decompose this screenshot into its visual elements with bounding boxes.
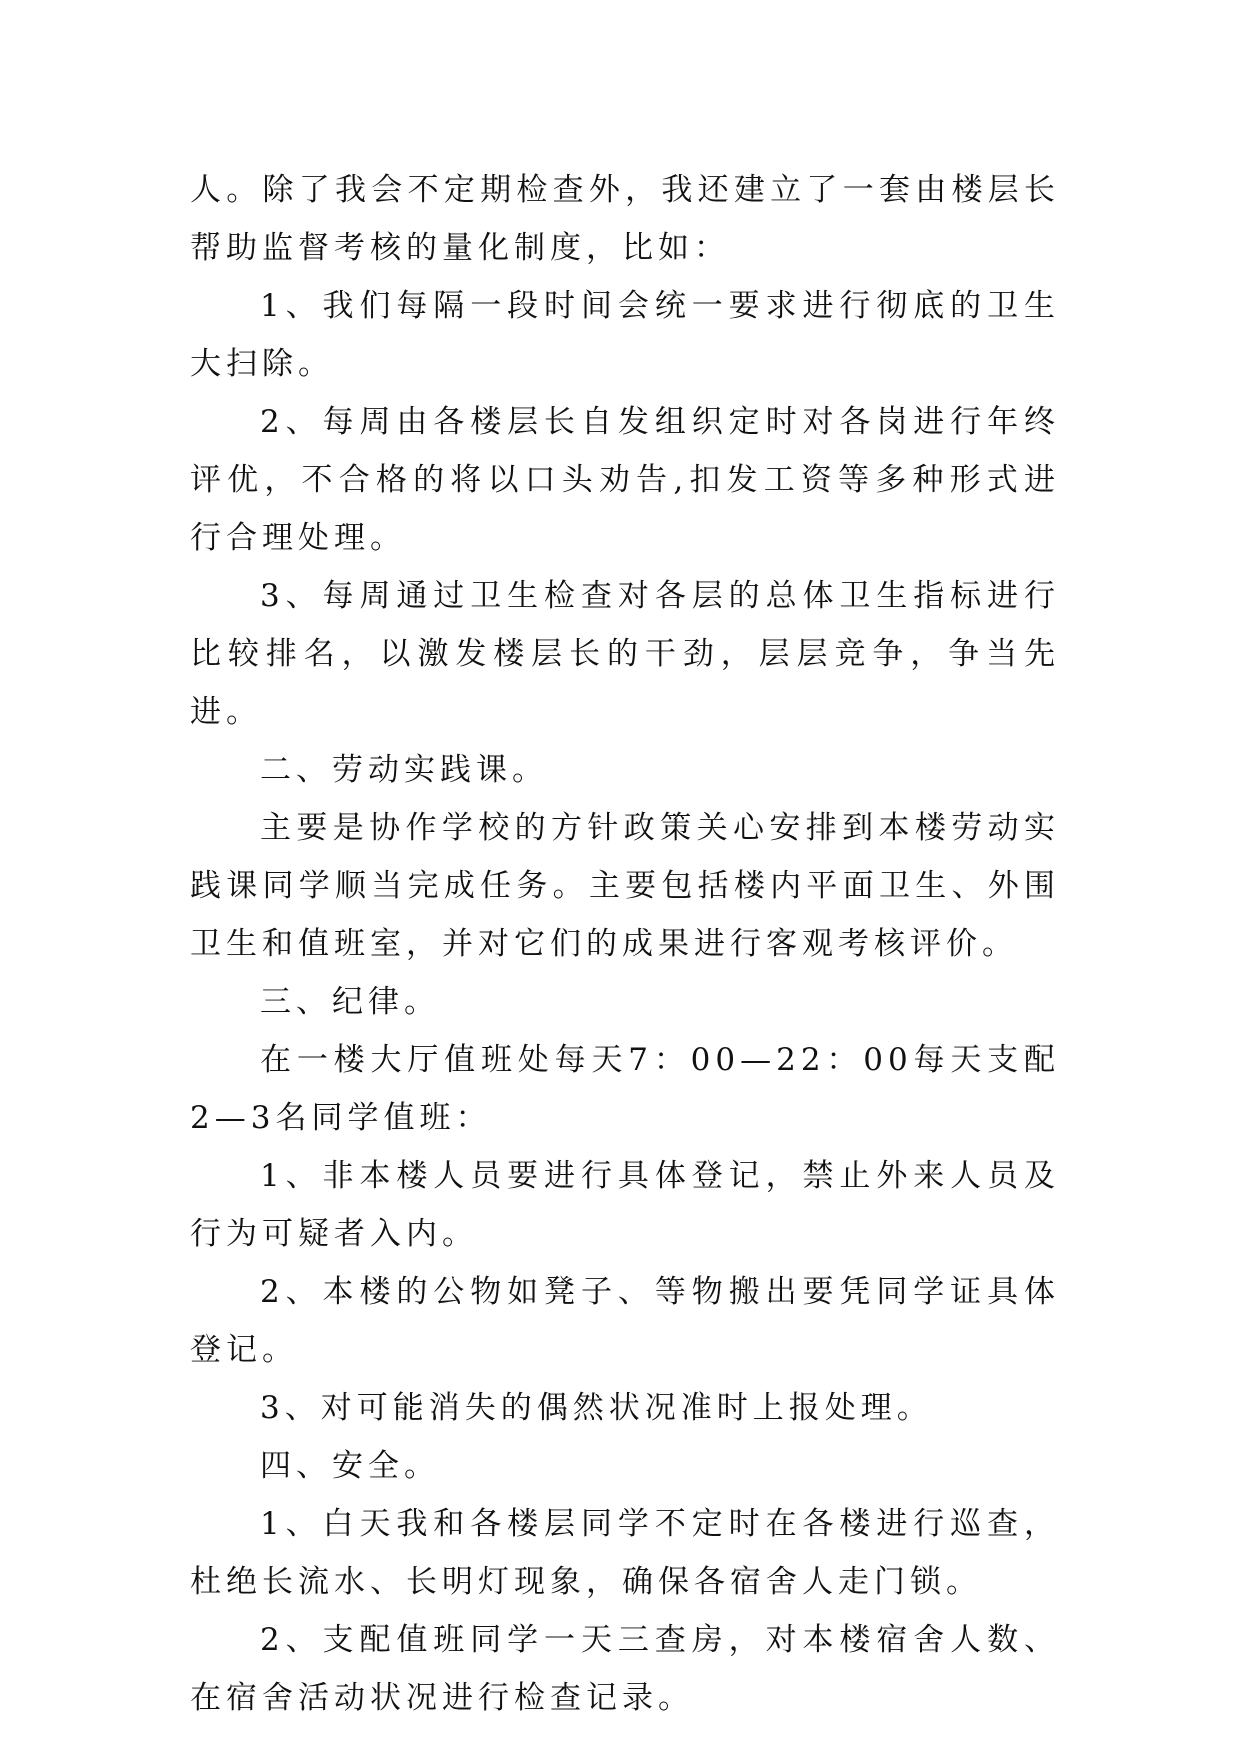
paragraph-labor-practice: 主要是协作学校的方针政策关心安排到本楼劳动实践课同学顺当完成任务。主要包括楼内平面卫生、外围卫生和值班室，并对它们的成果进行客观考核评价。 — [190, 810, 1060, 962]
paragraph-safety-item-1: 1、白天我和各楼层同学不定时在各楼进行巡查，杜绝长流水、长明灯现象，确保各宿舍人走门锁。 — [190, 1506, 1060, 1600]
section-heading-safety: 四、安全。 — [260, 1448, 440, 1484]
paragraph-item-3-ranking: 3、每周通过卫生检查对各层的总体卫生指标进行比较排名，以激发楼层长的干劲，层层竞争，争当先进。 — [190, 578, 1060, 730]
paragraph-discipline-item-3: 3、对可能消失的偶然状况准时上报处理。 — [260, 1390, 933, 1426]
paragraph-duty-schedule: 在一楼大厅值班处每天7：00—22：00每天支配2—3名同学值班： — [190, 1042, 1060, 1136]
section-heading-labor-practice: 二、劳动实践课。 — [260, 752, 548, 788]
paragraph-continuation: 人。除了我会不定期检查外，我还建立了一套由楼层长帮助监督考核的量化制度，比如： — [190, 172, 1060, 266]
paragraph-item-1-cleaning: 1、我们每隔一段时间会统一要求进行彻底的卫生大扫除。 — [190, 288, 1060, 382]
document-body — [190, 161, 1060, 1727]
paragraph-safety-item-2: 2、支配值班同学一天三查房，对本楼宿舍人数、在宿舍活动状况进行检查记录。 — [190, 1622, 1060, 1716]
paragraph-discipline-item-1: 1、非本楼人员要进行具体登记，禁止外来人员及行为可疑者入内。 — [190, 1158, 1060, 1252]
section-heading-discipline: 三、纪律。 — [260, 984, 440, 1020]
paragraph-discipline-item-2: 2、本楼的公物如凳子、等物搬出要凭同学证具体登记。 — [190, 1274, 1060, 1368]
paragraph-item-2-evaluation: 2、每周由各楼层长自发组织定时对各岗进行年终评优，不合格的将以口头劝告,扣发工资等多种形式进行合理处理。 — [190, 404, 1060, 556]
